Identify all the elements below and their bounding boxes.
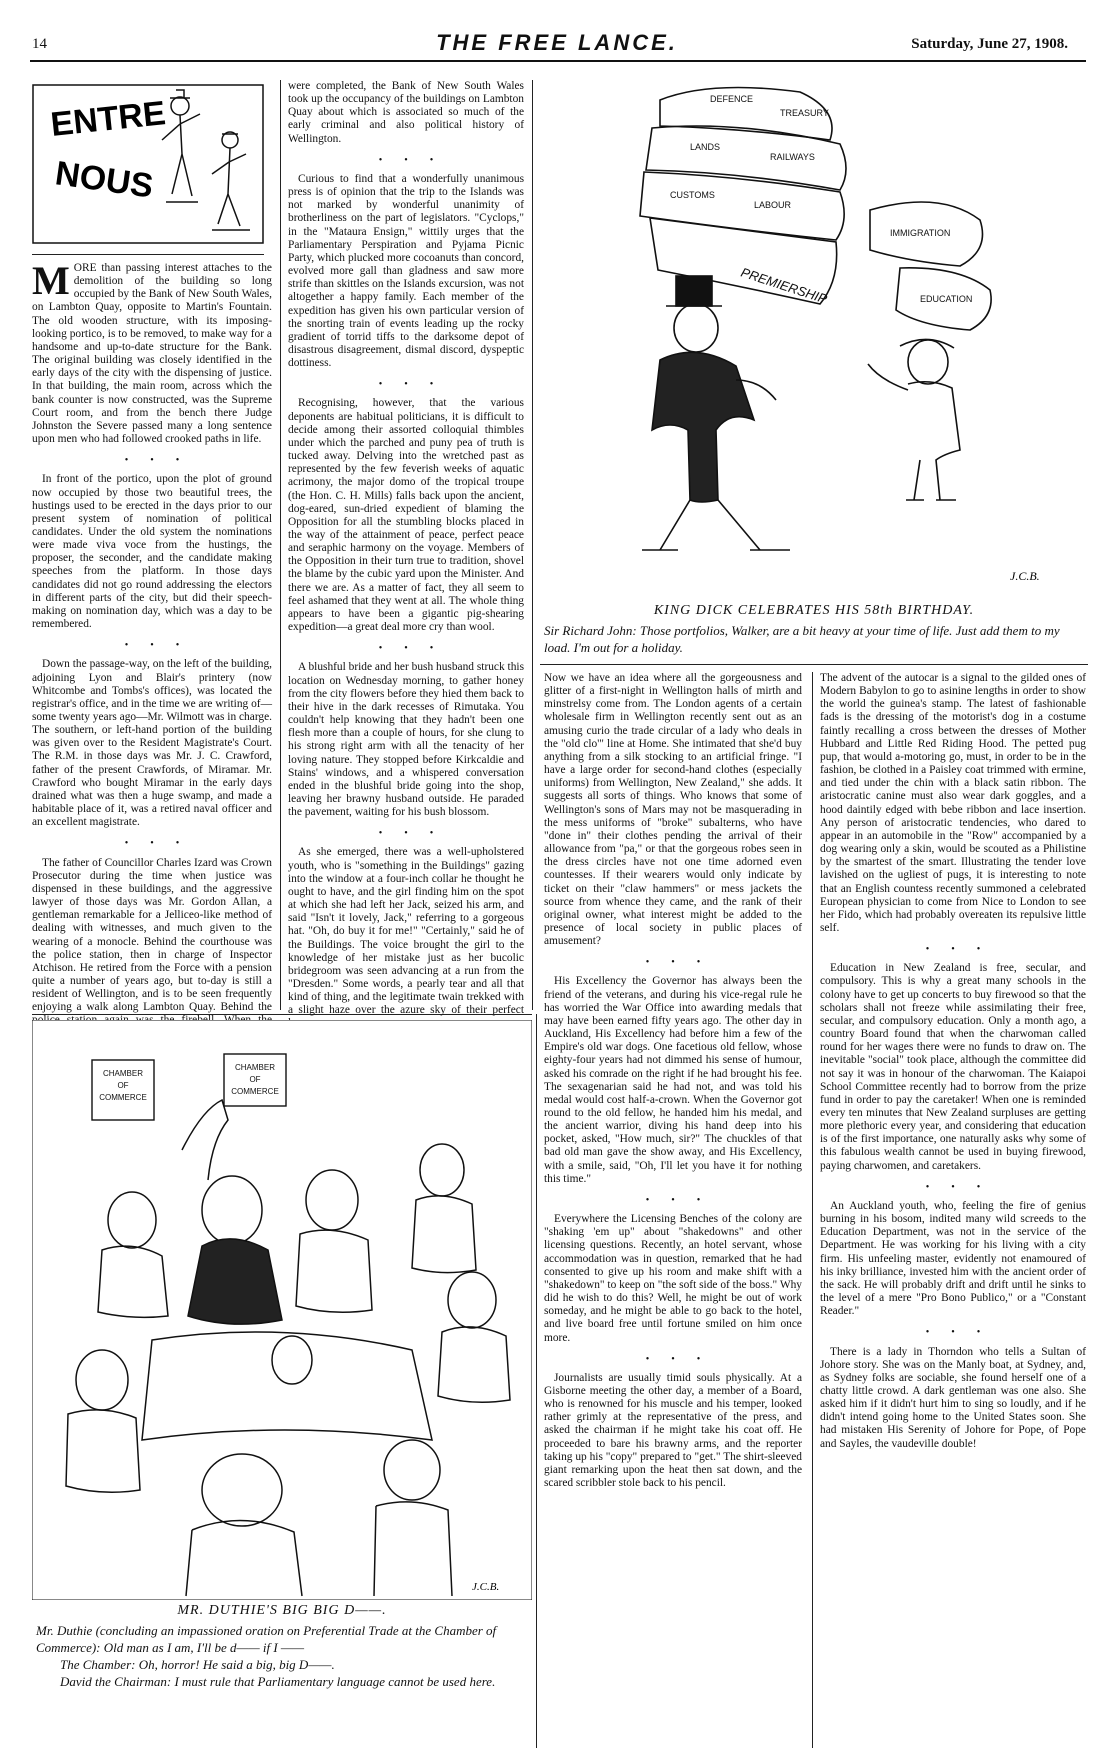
- separator: •••: [378, 643, 456, 655]
- article-well-upholstered-youth: As she emerged, there was a well-upholstered youth, who is "something in the Buildings" gazing into the window at a four-inch collar he thought he ought to have, and the girl finding him on the spot at which she had left her Jack, seized his arm, and said "Isn't it lovely, Jack," referring to a gorgeous hat. "Oh, do buy it for me!" "Certainly," said he of the Buildings. The voice brought the girl to the knowledge of her mistake just as her bucolic bridegroom was seen advancing at a run from the "Dresden." Some words, a pearly tear and all that kind of thing, and the legitimate twain trekked with a slight haze over the azure sky of their perfect love.: [288, 846, 524, 1030]
- separator: •••: [124, 640, 202, 652]
- subtitle-speaker: Sir Richard John: [544, 623, 633, 638]
- king-dick-figure-icon: [642, 276, 790, 550]
- article-hustings: In front of the portico, upon the plot of ground now occupied by those two beautiful trees, the hustings used to be erected in the days prior to our present system of nomination of political candidates. Under the old system the nominations were made viva voce from the hustings, the proposer, the seconder, and the candidate making speeches from the platform. In those days candidates did not go round addressing the electors in different parts of the city, but did their speech-making on nomination day, which was a day to be remembered.: [32, 473, 272, 631]
- separator: •••: [925, 1181, 1003, 1193]
- article-licensing-benches: Everywhere the Licensing Benches of the colony are "shaking 'em up" about "shakedowns" and other licensing questions. Recently, an hotel servant, whose accommodation was in question, remarked that he had consented to give up his room and make shift with a "shakedown" to keep on "the soft side of the boss." Why did he wish to do this? Well, he might be out of work someday, and he might be able to go back to the hotel, and live board free until fortune smiled on him once more.: [544, 1213, 802, 1344]
- article-old-clothes: Now we have an idea where all the gorgeousness and glitter of a first-night in Wellington halls of mirth and minstrelsy come from. The London agents of a certain wholesale firm in Wellington recently sent out as an amusing curio the trade circular of a lady who deals in the "old clo'" line at Home. She intimated that she'd buy anything from a silk stocking to an artificial fringe. "I have a large order for second-hand clothes (especially uniforms) from Wellington, New Zealand," she adds. It suggests all sorts of things. Who knows that some of Wellington's sons of Mars may not be masquerading in the mess uniforms of "broke" subalterns, who have "done in" their clothes pending the arrival of their allowance from "pa," or that the gorgeous robes seen in the dress circles have not one time adorned even countesses. If their wearers would only indicate by ticket on their "claw hammers" or mess jackets the source from whence they came, and the rank of their original owner, what interest might be added to the presence of local society in public places of amusement?: [544, 672, 802, 948]
- logo-rule: [32, 254, 264, 255]
- portfolio-label: IMMIGRATION: [890, 228, 951, 238]
- logo-figures-icon: [162, 90, 250, 230]
- portfolio-label: PREMIERSHIP: [739, 264, 829, 307]
- sign-left-text: CHAMBER: [102, 1069, 144, 1078]
- column-rule: [536, 1014, 537, 1748]
- column-rule: [280, 80, 281, 1010]
- article-bank-continued: were completed, the Bank of New South Wales took up the occupancy of the buildings on Lambton Quay about which is associated so much of the early criminal and also political history of Wellington.: [288, 80, 524, 145]
- article-governor-veterans: His Excellency the Governor has always been the friend of the veterans, and during his vice-regal rule he has worried the War Office into awarding medals that may have been earned fifty years ago. The other day in Auckland, His Excellency had before him a few of the Empire's old war dogs. One facetious old fellow, whose eighty-four years had not dimmed his sense of humour, asked his comrade on the right if he had brought his fee. The sexagenarian said he had not, and was told his medal would cost half-a-crown. When the Governor got round to the old fellow, he handed him his medal, and the ancient warrior, diving his hand deep into his pocket, asked, "How much, sir?" The chuckles of that bad old man gave the show away, and His Excellency, with a smile, said, "Oh, I'll let you have it for nothing this time.": [544, 975, 802, 1185]
- page-number: 14: [32, 36, 47, 52]
- chamber-crowd-icon: [66, 1100, 510, 1596]
- subtitle-text: : Those portfolios, Walker, are a bit heavy at your time of life. Just add them to my load. I'm out for a holiday.: [544, 623, 1060, 655]
- separator: •••: [925, 944, 1003, 956]
- cartoon-mr-duthie: [32, 1020, 532, 1600]
- issue-date: Saturday, June 27, 1908.: [911, 36, 1068, 52]
- portfolio-label: LANDS: [690, 142, 721, 152]
- subtitle-line: Mr. Duthie (concluding an impassioned oration on Preferential Trade at the Chamber of Commerce): Old man as I am, I'll be d—— if I ——: [36, 1623, 497, 1655]
- cartoon-king-dick-caption: KING DICK CELEBRATES HIS 58th BIRTHDAY.: [653, 603, 975, 618]
- portfolio-label: DEFENCE: [710, 94, 754, 104]
- cartoon-king-dick: [540, 80, 1088, 600]
- sign-right-text: OF: [249, 1075, 261, 1084]
- entre-nous-logo: [32, 84, 264, 244]
- column-rule: [532, 80, 533, 1010]
- subtitle-line: David the Chairman: I must rule that Parliamentary language cannot be used here.: [60, 1674, 496, 1689]
- sign-right-text: COMMERCE: [231, 1087, 279, 1096]
- cartoon-rule: [32, 1014, 532, 1015]
- logo-title-line1: ENTRE: [48, 94, 168, 144]
- cartoon-mr-duthie-caption: MR. DUTHIE'S BIG BIG D——.: [177, 1603, 387, 1618]
- artist-signature: J.C.B.: [1010, 569, 1040, 583]
- sign-left-text: OF: [117, 1081, 129, 1090]
- article-islands-trip: Curious to find that a wonderfully unanimous press is of opinion that the trip to the Islands was not marked by wonderful unanimity of brotherliness on the part of legislators. "Cyclops," in the "Mataura Ensign," wittily urges that the Parliamentary Perspiration and Pyjama Picnic Party, which plucked more cocoanuts than concord, evolved more gall than gladness and saw more strife than skittles on the Islands excursion, was not altogether a happy family. Each member of the expedition has given his own particular version of the snorting train of events leading up the rocky gradient of torrid tiffs to the darksome depot of disastrous disagreement, dismal discord, dyspeptic dottiness.: [288, 172, 524, 370]
- column-rule: [812, 672, 813, 1748]
- separator: •••: [645, 1194, 723, 1206]
- separator: •••: [925, 1327, 1003, 1339]
- separator: •••: [124, 838, 202, 850]
- column-3: [544, 672, 802, 1498]
- article-blushful-bride: A blushful bride and her bush husband struck this location on Wednesday morning, to gather honey from the city flowers before they hied them back to their hive in the dark recesses of Rimutaka. You couldn't help knowing that they hadn't been one flesh more than a couple of hours, for she clung to his strong right arm with all the tenacity of her loving nature. They stopped before Kirkcaldie and Stains' windows, and a whispered conversation ended in the blushful bride going into the shop, leaving her brawny husband outside. He paraded the pavement, waiting for his bush blossom.: [288, 661, 524, 819]
- portfolio-label: LABOUR: [754, 200, 792, 210]
- article-autocar-dogs: The advent of the autocar is a signal to the gilded ones of Modern Babylon to go to asinine lengths in order to show the world the guinea's stamp. The latest of fashionable fads is the dressing of the motorist's dog in a costume faintly recalling a cross between the dresses of Mother Hubbard and Little Red Riding Hood. The petted pug pup, that would a-motoring go, must, in order to be in the fashion, be clothed in a Paisley coat trimmed with ermine, and tied under the chin with a black satin ribbon. The aristocratic canine must also wear dark goggles, and a hood daintily edged with bebe ribbon and lace insertion. Any person of aristocratic tendencies, who dared to appear in an automobile in the "Row" accompanied by a dog wearing only a skin, would be scouted as a Philistine by the smartest of the smart. Illustrating the tender love lavished on the ugliest of pugs, it is interesting to note that an English countess recently summoned a celebrated European physician to come from Nice to London to see her Fido, which had probably overeaten its repulsive little self.: [820, 672, 1086, 934]
- cartoon-king-dick-subtitle: [544, 622, 1084, 656]
- walker-figure-icon: [868, 339, 960, 500]
- column-2: [288, 80, 524, 1039]
- separator: •••: [378, 154, 456, 166]
- separator: •••: [378, 828, 456, 840]
- logo-title-line2: NOUS: [52, 154, 156, 206]
- separator: •••: [645, 957, 723, 969]
- subtitle-line: The Chamber: Oh, horror! He said a big, big D——.: [60, 1657, 335, 1672]
- portfolio-label: EDUCATION: [920, 294, 973, 304]
- artist-signature: J.C.B.: [472, 1581, 500, 1593]
- article-sultan-johore: There is a lady in Thorndon who tells a Sultan of Johore story. She was on the Manly boat, at Sydney, and, as Sydney folks are sociable, she found herself one of a chatty little crowd. A dark gentleman was one also. She asked him if it didn't hurt him to sing so loudly, and if he didn't intend going home to the United States soon. She had mistaken His Serenity of Johore for Pope, of Pope and Sayles, the vaudeville double!: [820, 1345, 1086, 1450]
- article-crown-prosecutor: The father of Councillor Charles Izard was Crown Prosecutor during the time when justice was dispensed in these buildings, and the aggressive lawyer of those days was Mr. Gordon Allan, a gentleman remarkable for a Jelliceo-like method of dealing with witnesses, and much given to the wearing of a monocle. Behind the courthouse was the police station, then in charge of Inspector Atchison. He retired from the Force with a pension quite a number of years ago, but to-day is still a resident of Wellington, and is to be seen frequently enjoying a walk along Lambton Quay. Behind the police station again was the firebell. When the present Supreme Court buildings: [32, 856, 272, 1040]
- header-rule: [30, 60, 1086, 62]
- portfolio-label: TREASURY: [780, 108, 829, 118]
- article-bank-building: MORE than passing interest attaches to the demolition of the building so long occupied by the Bank of New South Wales, on Lambton Quay, opposite to Martin's Fountain. The old wooden structure, with its imposing-looking portico, is to be removed, to make way for a handsome and up-to-date structure for the Bank. The original building was closely identified in the early days of the city with the dispensing of justice. In that building, the main room, across which the bank counter is now constructed, was the Supreme Court room, and from the bench there Judge Johnston the Severe passed many a long sentence upon men who had followed crooked paths in life.: [32, 258, 272, 446]
- article-opposition: Recognising, however, that the various deponents are habitual politicians, it is difficult to decide among their assorted colloquial thimbles under which the parched and puny pea of truth is tucked away. Delving into the wretched past as represented by the few feverish weeks of aquatic acrimony, the major domo of the tropical troupe (the Hon. C. H. Mills) falls back upon the ancient, dog-eared, sun-dried expedient of blaming the Opposition for all the stumbling blocks placed in the way of the attainment of peace, perfect peace and seraphic harmony on the voyage. Members of the Opposition in their turn true to tradition, shovel the blame by the cubic yard upon the Minister. And there we are. As a matter of fact, they all seem to feel ashamed that they went at all. The whole thing appears to have been a gigantic pig-shearing expedition—a great deal more cry than wool.: [288, 397, 524, 634]
- article-registrar: Down the passage-way, on the left of the building, adjoining Lyon and Blair's printery (now Whitcombe and Tombs's offices), was located the registrar's office, and in the time we are writing of—some twenty years ago—Mr. Wilmott was in charge. The southern, or left-hand portion of the building was given over to the Resident Magistrate's Court. The R.M. in those days was Mr. J. C. Crawford, father of the present Crawfords, of Miramar. Mr. Crawford who bought Miramar in the early days drained what was then a huge swamp, and made a habitable place of it, was a retired naval officer and an excellent magistrate.: [32, 658, 272, 829]
- separator: •••: [378, 379, 456, 391]
- portfolio-label: RAILWAYS: [770, 152, 815, 162]
- separator: •••: [645, 1353, 723, 1365]
- column-1: [32, 258, 272, 1049]
- cartoon-mr-duthie-subtitle: [36, 1622, 530, 1690]
- sign-right-text: CHAMBER: [234, 1063, 276, 1072]
- masthead: THE FREE LANCE.: [436, 30, 678, 55]
- cartoon-frame: [32, 1020, 532, 1600]
- portfolio-label: CUSTOMS: [670, 190, 715, 200]
- column-4: [820, 672, 1086, 1459]
- cartoon-rule: [540, 664, 1088, 665]
- drop-cap: M: [32, 258, 70, 303]
- article-auckland-youth: An Auckland youth, who, feeling the fire of genius burning in his bosom, indited many wild screeds to the Education Department, was not in the service of the Department. He was working for his living with a city firm. His unfeeling master, evidently not enamoured of his inky brilliance, invested him with the ancient order of the sack. He will probably drift and drift until he sinks to the level of a mere "Pro Bono Publico," or a "Constant Reader.": [820, 1199, 1086, 1318]
- article-education: Education in New Zealand is free, secular, and compulsory. This is why a great many schools in the colony have to get up concerts to buy firewood so that the scholars shall not freeze while assimilating their free, secular, and compulsory education. Only a month ago, a country Board found that when the charwoman called round for her wages there were no funds to draw on. The inevitable "social" took place, although the committee did not say it was in honour of the charwoman. The Kaiapoi School Committee recently had to borrow from the prize fund in order to pay the caretaker! When one is reminded every ten minutes that New Zealand surpluses are getting more plethoric every year, and considering that education is of the first importance, one naturally asks why some of this fabulous wealth cannot be used in buying firewood, paying charwomen, and caretakers.: [820, 962, 1086, 1172]
- page-header: [0, 0, 1114, 60]
- article-journalists: Journalists are usually timid souls physically. At a Gisborne meeting the other day, a member of a Board, who is renowned for his muscle and his temper, looked rather grimly at the representative of the press, and asked the chairman if he might take his coat off. He proceeded to bare his brawny arms, and the reporter taking up his "copy" prepared to "get." The shirt-sleeved giant remarking upon the heat then sat down, and the scared scribbler stole back to his pencil.: [544, 1371, 802, 1490]
- separator: •••: [124, 455, 202, 467]
- sign-left-text: COMMERCE: [99, 1093, 147, 1102]
